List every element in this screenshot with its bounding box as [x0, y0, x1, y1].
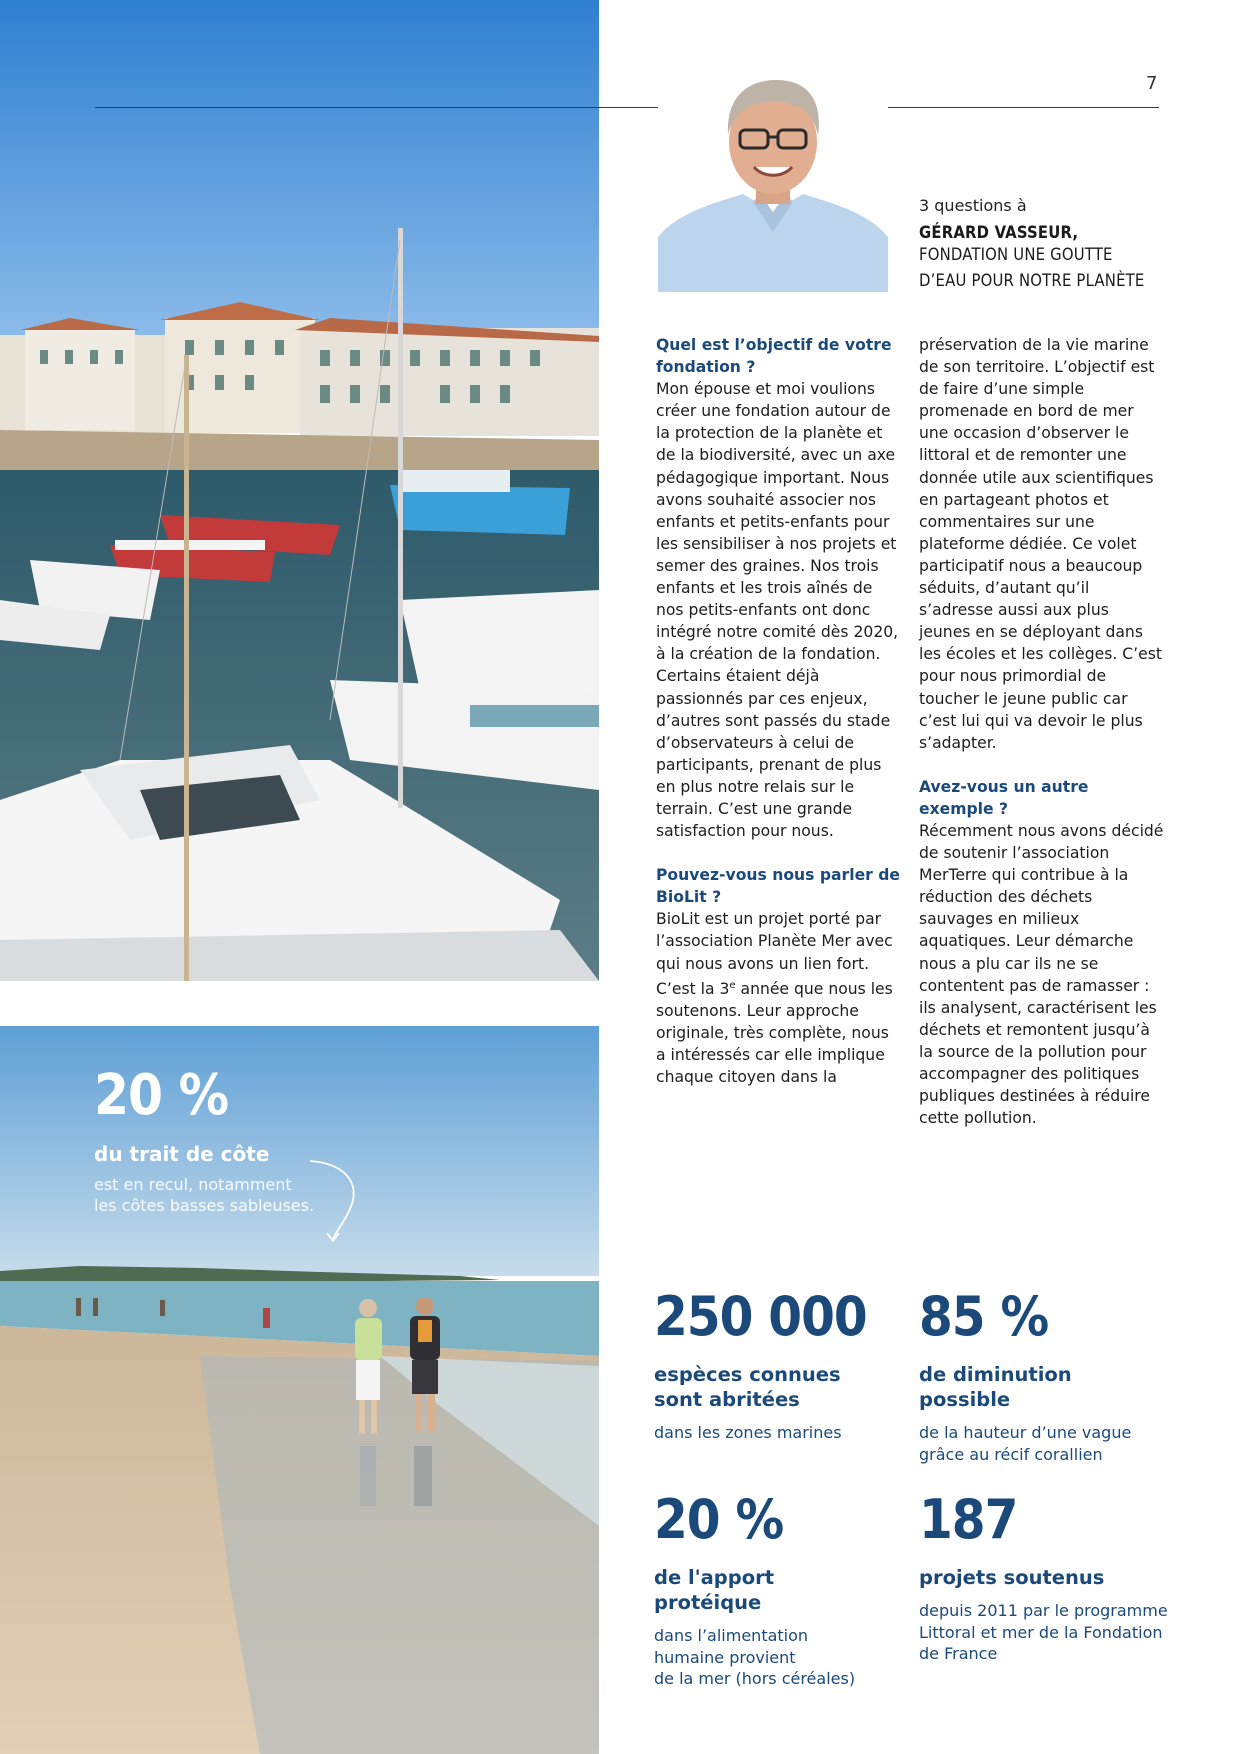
stat-detail — [654, 1422, 914, 1444]
stat-label-line: espèces connues — [654, 1363, 841, 1386]
stat-detail-line: dans les zones marines — [654, 1423, 842, 1442]
stat-detail — [919, 1422, 1179, 1465]
interview-column-right — [919, 334, 1164, 1129]
stat-label-line: de l'apport — [654, 1566, 775, 1589]
question-heading: Pouvez-vous nous parler de BioLit ? — [656, 866, 901, 907]
stat-value: 187 — [919, 1488, 1018, 1551]
question-heading: Quel est l’objectif de votre fondation ? — [656, 336, 892, 377]
stat-label-line: projets soutenus — [919, 1566, 1105, 1589]
beach-statistic — [94, 1063, 315, 1216]
stat-detail-line: de la mer (hors céréales) — [654, 1669, 856, 1688]
byline-intro: 3 questions à — [919, 196, 1027, 215]
stat-value: 85 % — [919, 1285, 1049, 1348]
harbour-photo — [0, 0, 599, 981]
organization-line: D’EAU POUR NOTRE PLANÈTE — [919, 271, 1145, 290]
statistic-block — [654, 1285, 914, 1444]
answer-text: BioLit est un projet porté par l’association Planète Mer avec qui nous avons un lien fort. C’est la 3 — [656, 910, 893, 998]
answer-paragraph: Mon épouse et moi voulions créer une fondation autour de la protection de la planète et de la biodiversité, avec un axe pédagogique important. Nous avons souhaité associer nos enfants et petits-enfants pour les sensibiliser à nos projets et semer des graines. Nos trois enfants et les trois aînés de nos petits-enfants ont donc intégré notre comité dès 2020, à la création de la fondation. Certains étaient déjà passionnés par ces enjeux, d’autres sont passés du stade d’observateurs à celui de participants, prenant de plus en plus notre relais sur le terrain. C’est une grande satisfaction pour nous. — [656, 380, 899, 841]
beach-stat-detail — [94, 1174, 314, 1216]
stat-detail-line: humaine provient — [654, 1647, 796, 1667]
stat-value: 20 % — [654, 1488, 784, 1551]
answer-paragraph — [656, 908, 901, 1088]
stat-label-line: sont abritées — [654, 1388, 800, 1411]
stat-label-line: protéique — [654, 1591, 762, 1614]
interview-byline — [919, 196, 1145, 294]
beach-stat-label: du trait de côte — [94, 1142, 270, 1166]
beach-stat-detail-line: les côtes basses sableuses. — [94, 1196, 315, 1215]
stat-label-line: de diminution — [919, 1363, 1072, 1386]
answer-paragraph: préservation de la vie marine de son territoire. L’objectif est de faire d’une simple promenade en bord de mer une occasion d’observer le littoral et de remonter une donnée utile aux scientifiques en partageant photos et commentaires sur une plateforme dédiée. Ce volet participatif nous a beaucoup séduits, d’autant qu’il s’adresse aussi aux plus jeunes en se déployant dans les écoles et les collèges. C’est pour nous primordial de toucher le jeune public car c’est lui qui va devoir le plus s’adapter. — [919, 336, 1162, 752]
statistic-block — [654, 1488, 914, 1690]
beach-stat-detail-line: est en recul, notamment — [94, 1175, 292, 1194]
portrait-photo — [658, 62, 888, 292]
stat-detail-line: dans l’alimentation — [654, 1626, 809, 1645]
stat-label — [919, 1362, 1179, 1412]
interviewee-organization — [919, 242, 1145, 294]
statistic-block — [919, 1488, 1189, 1665]
stat-value: 250 000 — [654, 1285, 867, 1348]
interview-column-left — [656, 334, 901, 1088]
statistic-block — [919, 1285, 1179, 1465]
stat-detail-line: grâce au récif corallien — [919, 1444, 1103, 1464]
header-rule — [95, 107, 1159, 108]
stat-label — [654, 1565, 914, 1615]
stat-detail-line: de France — [919, 1644, 998, 1663]
curved-arrow-icon — [300, 1157, 364, 1245]
beach-stat-value: 20 % — [94, 1063, 229, 1128]
organization-line: FONDATION UNE GOUTTE — [919, 245, 1113, 264]
stat-label-line: possible — [919, 1388, 1011, 1411]
page-number: 7 — [1146, 73, 1158, 94]
question-heading: Avez-vous un autre exemple ? — [919, 777, 1089, 818]
interviewee-name: GÉRARD VASSEUR, — [919, 223, 1079, 242]
stat-label — [654, 1362, 914, 1412]
ordinal-suffix: e — [729, 979, 736, 991]
stat-detail — [654, 1625, 914, 1690]
answer-paragraph: Récemment nous avons décidé de soutenir l’association MerTerre qui contribue à la réduction des déchets sauvages en milieux aquatiques. Leur démarche nous a plu car ils ne se contentent pas de ramasser : ils analysent, caractérisent les déchets et remontent jusqu’à la source de la pollution pour accompagner des politiques publiques destinées à réduire cette pollution. — [919, 821, 1164, 1128]
stat-detail-line: Littoral et mer de la Fondation — [919, 1622, 1163, 1642]
stat-detail-line: de la hauteur d’une vague — [919, 1423, 1132, 1442]
stat-label — [919, 1565, 1189, 1590]
stat-detail-line: depuis 2011 par le programme — [919, 1601, 1168, 1620]
stat-detail — [919, 1600, 1189, 1665]
answer-text: année que nous les soutenons. Leur approche originale, très complète, nous a intéressés car elle implique chaque citoyen dans la — [656, 979, 893, 1087]
